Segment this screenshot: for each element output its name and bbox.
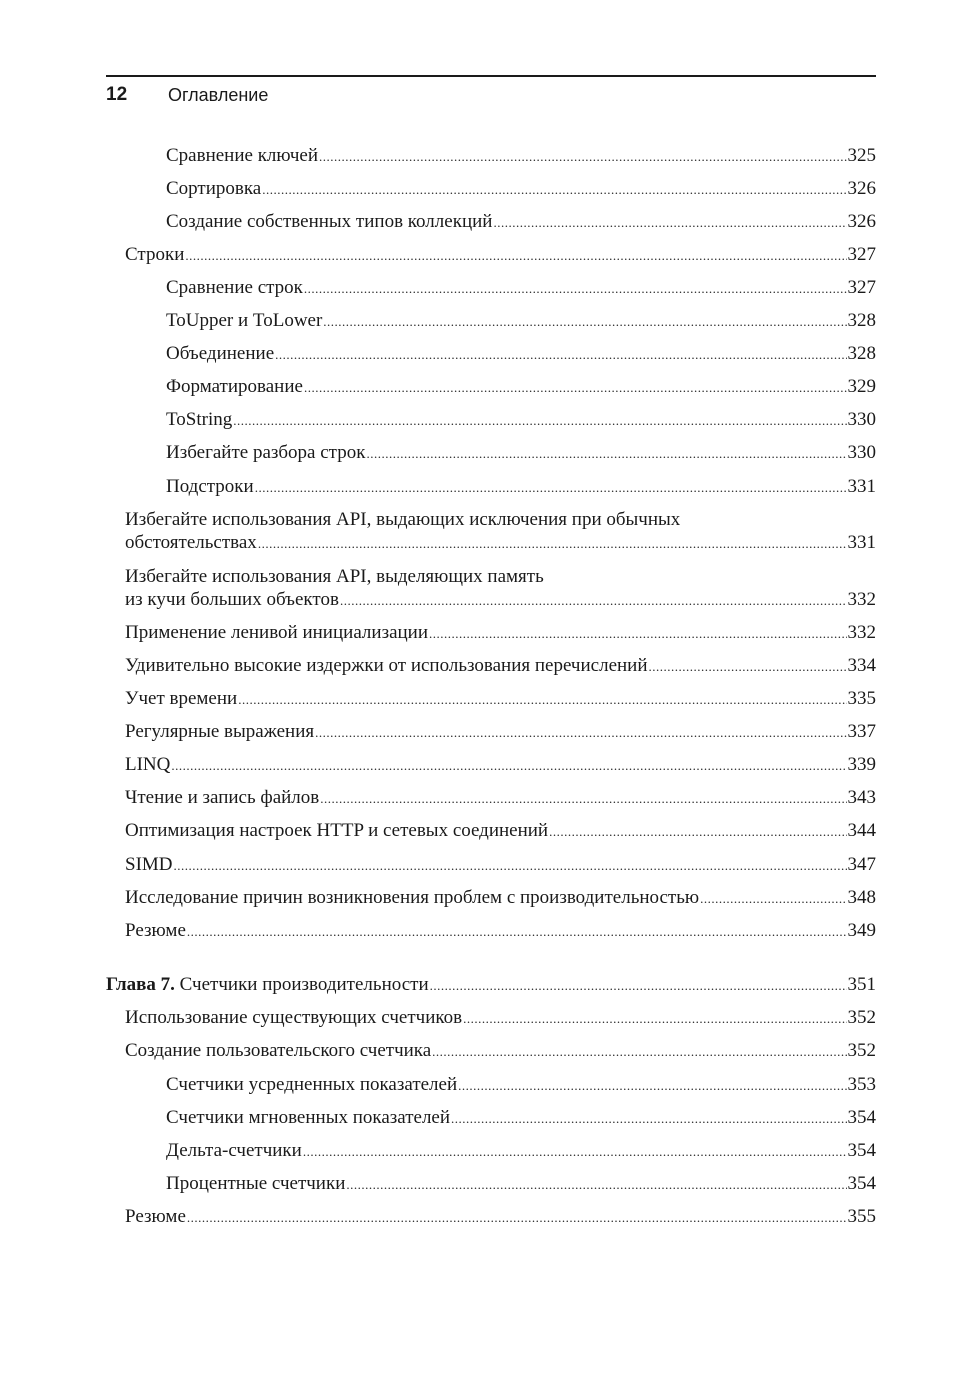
toc-page-number: 354: [847, 1173, 876, 1194]
toc-entry-custom-counter[interactable]: [125, 1039, 876, 1063]
toc-entry-chapter-7[interactable]: [106, 973, 876, 997]
toc-title: Процентные счетчики: [166, 1173, 346, 1194]
dot-leader: [304, 376, 847, 399]
toc-page-number: 349: [847, 920, 876, 941]
toc-title: Использование существующих счетчиков: [125, 1007, 463, 1028]
toc-entry-custom-collections[interactable]: [166, 210, 876, 234]
toc-title: ToUpper и ToLower: [166, 310, 323, 331]
dot-leader: [463, 1007, 846, 1030]
toc-title: Создание пользовательского счетчика: [125, 1040, 432, 1061]
toc-title: обстоятельствах: [125, 532, 257, 553]
toc-entry-string-comparison[interactable]: [166, 276, 876, 300]
toc-page-number: 354: [847, 1140, 876, 1161]
toc-entry-tostring[interactable]: [166, 408, 876, 432]
dot-leader: [275, 343, 846, 366]
header-rule: [106, 75, 876, 77]
toc-entry-instantaneous-counters[interactable]: [166, 1106, 876, 1130]
dot-leader: [319, 145, 846, 168]
dot-leader: [340, 589, 847, 612]
toc-entry-formatting[interactable]: [166, 375, 876, 399]
toc-title: Сравнение строк: [166, 277, 303, 298]
dot-leader: [432, 1040, 846, 1063]
toc-entry-comparing-keys[interactable]: [166, 144, 876, 168]
toc-title: SIMD: [125, 854, 173, 875]
toc-title: Строки: [125, 244, 185, 265]
toc-entry-avoid-string-parsing[interactable]: [166, 441, 876, 465]
toc-page-number: 344: [847, 820, 876, 841]
toc-page-number: 355: [847, 1206, 876, 1227]
dot-leader: [187, 920, 847, 943]
dot-leader: [429, 622, 846, 645]
dot-leader: [233, 409, 846, 432]
toc-entry-strings[interactable]: [125, 243, 876, 267]
dot-leader: [493, 211, 846, 234]
toc-page-number: 354: [847, 1107, 876, 1128]
toc-entry-investigating-performance-issues[interactable]: [125, 886, 876, 910]
toc-title: Оптимизация настроек HTTP и сетевых соединений: [125, 820, 549, 841]
dot-leader: [700, 887, 846, 910]
toc-entry-regular-expressions[interactable]: [125, 720, 876, 744]
toc-entry-avoid-exception-apis[interactable]: [125, 508, 876, 555]
toc-title: Резюме: [125, 1206, 186, 1227]
toc-title: Дельта-счетчики: [166, 1140, 302, 1161]
toc-page-number: 332: [847, 589, 876, 610]
dot-leader: [458, 1074, 846, 1097]
dot-leader: [366, 442, 846, 465]
toc-entry-file-io[interactable]: [125, 786, 876, 810]
toc-title: Резюме: [125, 920, 186, 941]
toc-entry-concatenation[interactable]: [166, 342, 876, 366]
toc-title: Сортировка: [166, 178, 262, 199]
dot-leader: [315, 721, 846, 744]
dot-leader: [549, 820, 846, 843]
toc-title: Форматирование: [166, 376, 303, 397]
toc-page-number: 330: [847, 409, 876, 430]
dot-leader: [303, 1140, 847, 1163]
dot-leader: [174, 854, 847, 877]
dot-leader: [255, 476, 847, 499]
dot-leader: [320, 787, 846, 810]
toc-title: Объединение: [166, 343, 275, 364]
running-head: Оглавление: [168, 85, 269, 105]
toc-entry-percentage-counters[interactable]: [166, 1172, 876, 1196]
toc-entry-linq[interactable]: [125, 753, 876, 777]
dot-leader: [649, 655, 847, 678]
toc-page-number: 343: [847, 787, 876, 808]
toc-entry-sorting[interactable]: [166, 177, 876, 201]
toc-page-number: 330: [847, 442, 876, 463]
toc-page-number: 352: [847, 1040, 876, 1061]
toc-page-number: 327: [847, 277, 876, 298]
dot-leader: [323, 310, 846, 333]
toc-title: Учет времени: [125, 688, 238, 709]
toc-title: ToString: [166, 409, 233, 430]
dot-leader: [262, 178, 846, 201]
toc-page-number: 352: [847, 1007, 876, 1028]
dot-leader: [238, 688, 846, 711]
toc-title: Применение ленивой инициализации: [125, 622, 429, 643]
toc-page-number: 329: [847, 376, 876, 397]
toc-title: Подстроки: [166, 476, 254, 497]
dot-leader: [185, 244, 846, 267]
toc-entry-averaging-counters[interactable]: [166, 1073, 876, 1097]
toc-page-number: 328: [847, 343, 876, 364]
toc-page-number: 335: [847, 688, 876, 709]
toc-title: Создание собственных типов коллекций: [166, 211, 493, 232]
toc-page-number: 332: [847, 622, 876, 643]
toc-title: Исследование причин возникновения проблем с производительностью: [125, 887, 700, 908]
toc-title: Регулярные выражения: [125, 721, 315, 742]
toc-title: Счетчики мгновенных показателей: [166, 1107, 451, 1128]
toc-title: Избегайте разбора строк: [166, 442, 366, 463]
dot-leader: [187, 1206, 847, 1229]
toc-page-number: 337: [847, 721, 876, 742]
toc-entry-substrings[interactable]: [166, 475, 876, 499]
chapter-label: Глава 7.: [106, 974, 175, 995]
toc-page-number: 334: [847, 655, 876, 676]
toc-page-number: 348: [847, 887, 876, 908]
toc-page-number: 325: [847, 145, 876, 166]
toc-page-number: 353: [847, 1074, 876, 1095]
toc-entry-existing-counters[interactable]: [125, 1006, 876, 1030]
dot-leader: [430, 974, 847, 997]
toc-page-number: 331: [847, 532, 876, 553]
toc-title: Чтение и запись файлов: [125, 787, 320, 808]
toc-title: Сравнение ключей: [166, 145, 319, 166]
toc-page-number: 326: [847, 178, 876, 199]
toc-title: Удивительно высокие издержки от использования перечислений: [125, 655, 648, 676]
dot-leader: [451, 1107, 846, 1130]
dot-leader: [171, 754, 846, 777]
toc-entry-summary-ch7[interactable]: [125, 1205, 876, 1229]
toc-page-number: 327: [847, 244, 876, 265]
toc-entry-tracking-time[interactable]: [125, 687, 876, 711]
toc-title-line1: Избегайте использования API, выдающих исключения при обычных: [125, 509, 681, 530]
toc-title-line1: Избегайте использования API, выделяющих память: [125, 566, 544, 587]
page-number: 12: [106, 84, 128, 105]
toc-entry-http-optimization[interactable]: [125, 819, 876, 843]
toc-page-number: 351: [847, 974, 876, 995]
dot-leader: [258, 532, 847, 555]
dot-leader: [346, 1173, 846, 1196]
toc-entry-simd[interactable]: [125, 853, 876, 877]
toc-page-number: 326: [847, 211, 876, 232]
toc-title: из кучи больших объектов: [125, 589, 339, 610]
toc-entry-toupper-tolower[interactable]: [166, 309, 876, 333]
toc-page-number: 347: [847, 854, 876, 875]
toc-page-number: 339: [847, 754, 876, 775]
toc-title: LINQ: [125, 754, 171, 775]
toc-title: Счетчики усредненных показателей: [166, 1074, 458, 1095]
toc-entry-summary-ch6[interactable]: [125, 919, 876, 943]
toc-page-number: 328: [847, 310, 876, 331]
toc-entry-lazy-initialization[interactable]: [125, 621, 876, 645]
toc-entry-avoid-loh-apis[interactable]: [125, 565, 876, 612]
dot-leader: [304, 277, 847, 300]
toc-entry-delta-counters[interactable]: [166, 1139, 876, 1163]
toc-entry-enum-overhead[interactable]: [125, 654, 876, 678]
toc-title: Счетчики производительности: [179, 974, 429, 995]
toc-page-number: 331: [847, 476, 876, 497]
